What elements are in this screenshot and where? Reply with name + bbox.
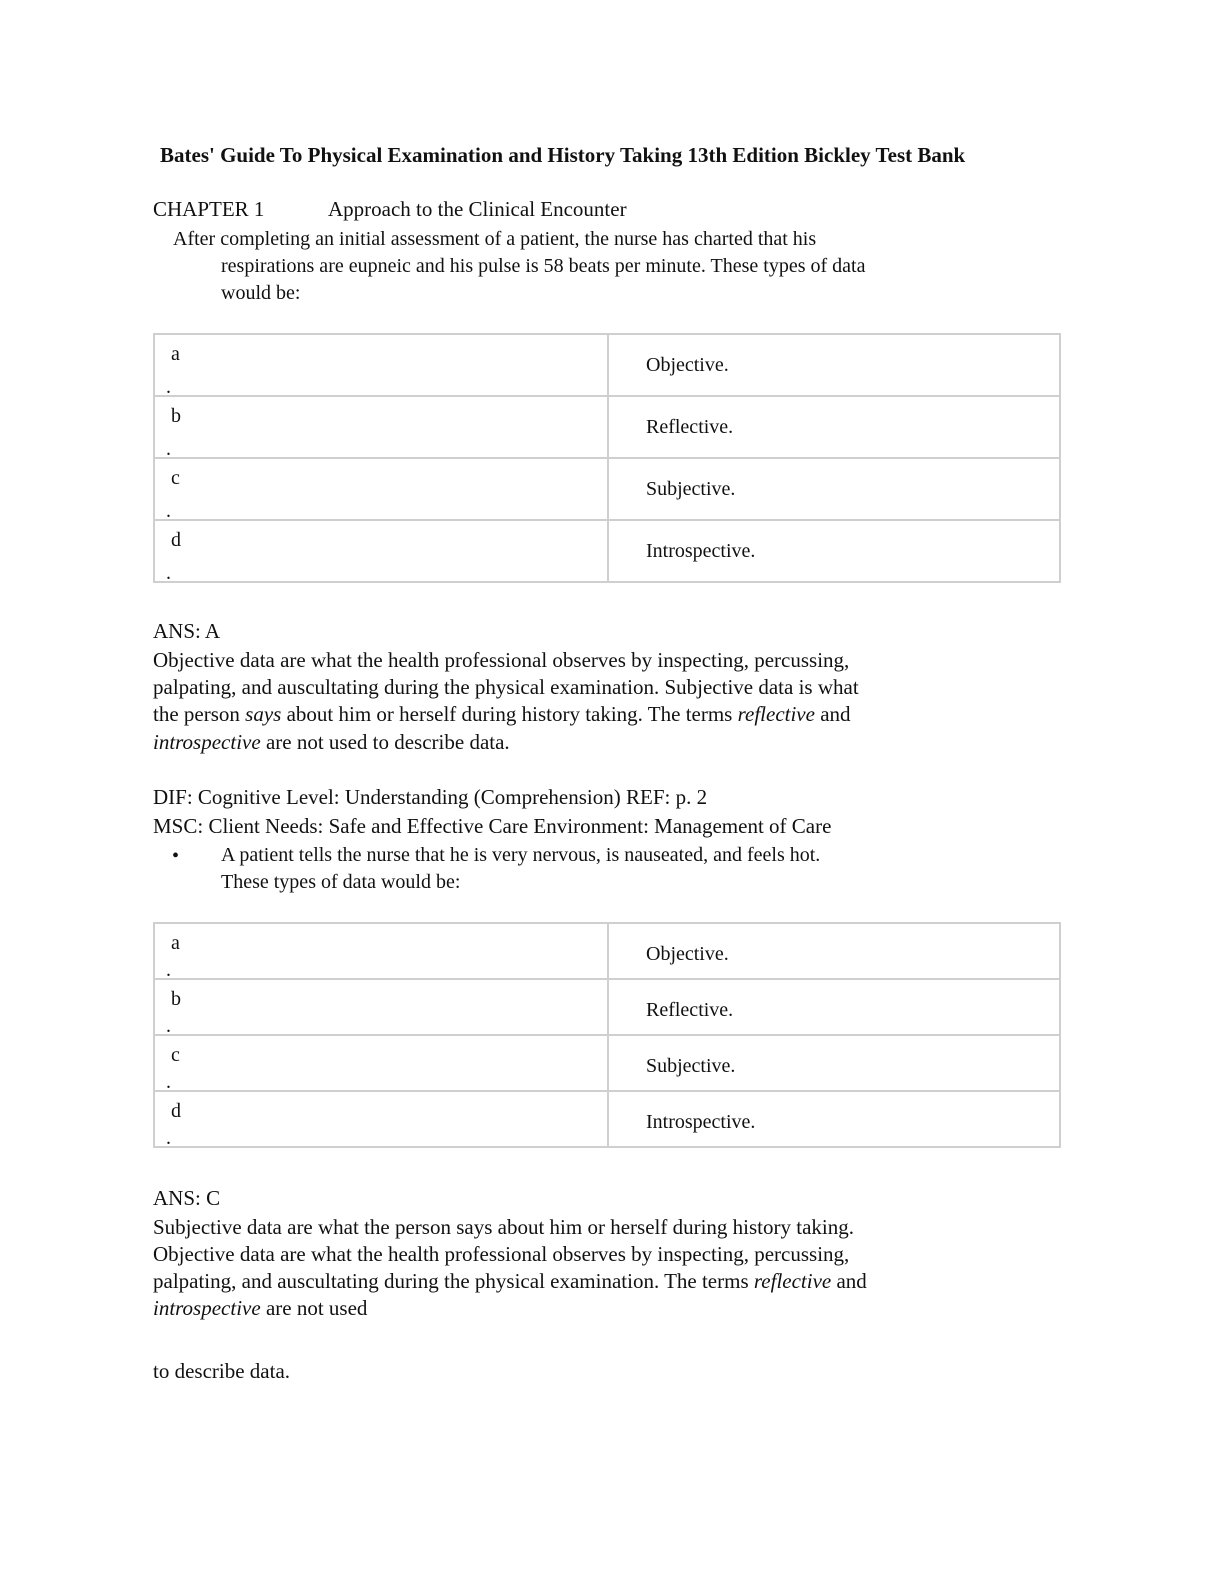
chapter-name: Approach to the Clinical Encounter <box>328 197 627 221</box>
option-text: Reflective. <box>646 416 734 438</box>
option-dot: . <box>166 562 171 584</box>
q1-stem-line1: After completing an initial assessment of a patient, the nurse has charted that his <box>173 228 817 250</box>
q2-options-table <box>153 922 1061 1148</box>
q2-rationale-line3 <box>153 1268 867 1295</box>
text-run: about him or herself during history taking. The terms <box>281 702 738 726</box>
option-text: Reflective. <box>646 999 734 1021</box>
option-dot: . <box>166 438 171 460</box>
q2-option-row <box>154 1091 1060 1147</box>
q1-rationale-line2: palpating, and auscultating during the physical examination. Subjective data is what <box>153 675 859 699</box>
q1-rationale-line4 <box>153 729 510 756</box>
bullet-icon: • <box>172 845 180 867</box>
text-run: the person <box>153 702 246 726</box>
q1-option-row <box>154 520 1060 582</box>
q2-stem-line2: These types of data would be: <box>221 871 461 893</box>
q1-option-row <box>154 396 1060 458</box>
q2-option-row <box>154 1035 1060 1091</box>
text-run: and <box>831 1269 867 1293</box>
chapter-heading <box>153 197 627 222</box>
option-text: Subjective. <box>646 1055 736 1077</box>
q2-rationale-line1: Subjective data are what the person says about him or herself during history taking. <box>153 1215 854 1239</box>
option-text: Objective. <box>646 943 729 965</box>
option-letter: d <box>171 529 181 551</box>
document-title: Bates' Guide To Physical Examination and History Taking 13th Edition Bickley Test Bank <box>160 143 966 167</box>
q2-rationale-line5: to describe data. <box>153 1359 291 1383</box>
emphasis-says: says <box>245 702 282 726</box>
chapter-number: CHAPTER 1 <box>153 197 265 221</box>
q1-option-row <box>154 458 1060 520</box>
option-dot: . <box>166 1015 171 1037</box>
option-letter: d <box>171 1100 181 1122</box>
q1-stem-line3: would be: <box>221 282 301 304</box>
q1-rationale-line3 <box>153 701 851 728</box>
option-dot: . <box>166 959 171 981</box>
q1-msc: MSC: Client Needs: Safe and Effective Care Environment: Management of Care <box>153 814 832 838</box>
option-text: Introspective. <box>646 1111 756 1133</box>
q1-stem-line2: respirations are eupneic and his pulse is 58 beats per minute. These types of data <box>221 255 866 277</box>
q1-dif: DIF: Cognitive Level: Understanding (Comprehension) REF: p. 2 <box>153 785 708 809</box>
q1-option-row <box>154 334 1060 396</box>
text-run: and <box>814 702 851 726</box>
option-text: Objective. <box>646 354 729 376</box>
option-letter: b <box>171 405 181 427</box>
option-letter: a <box>171 343 180 365</box>
q2-stem-line1: A patient tells the nurse that he is very nervous, is nauseated, and feels hot. <box>221 844 821 866</box>
option-letter: c <box>171 467 180 489</box>
q2-option-row <box>154 923 1060 979</box>
option-dot: . <box>166 1071 171 1093</box>
option-dot: . <box>166 376 171 398</box>
option-dot: . <box>166 1127 171 1149</box>
option-letter: a <box>171 932 180 954</box>
option-letter: b <box>171 988 181 1010</box>
text-run: palpating, and auscultating during the physical examination. The terms <box>153 1269 754 1293</box>
option-letter: c <box>171 1044 180 1066</box>
q2-rationale-line2: Objective data are what the health professional observes by inspecting, percussing, <box>153 1242 850 1266</box>
q1-options-table <box>153 333 1061 583</box>
emphasis-reflective: reflective <box>753 1269 832 1293</box>
q1-answer: ANS: A <box>153 619 221 643</box>
option-text: Introspective. <box>646 540 756 562</box>
option-dot: . <box>166 500 171 522</box>
emphasis-introspective: introspective <box>153 1296 261 1320</box>
q2-option-row <box>154 979 1060 1035</box>
text-run: are not used to describe data. <box>260 730 510 754</box>
q2-rationale-line4 <box>153 1295 367 1322</box>
emphasis-reflective: reflective <box>737 702 815 726</box>
option-text: Subjective. <box>646 478 736 500</box>
q2-answer: ANS: C <box>153 1186 221 1210</box>
emphasis-introspective: introspective <box>153 730 261 754</box>
q1-rationale-line1: Objective data are what the health professional observes by inspecting, percussing, <box>153 648 850 672</box>
text-run: are not used <box>260 1296 368 1320</box>
